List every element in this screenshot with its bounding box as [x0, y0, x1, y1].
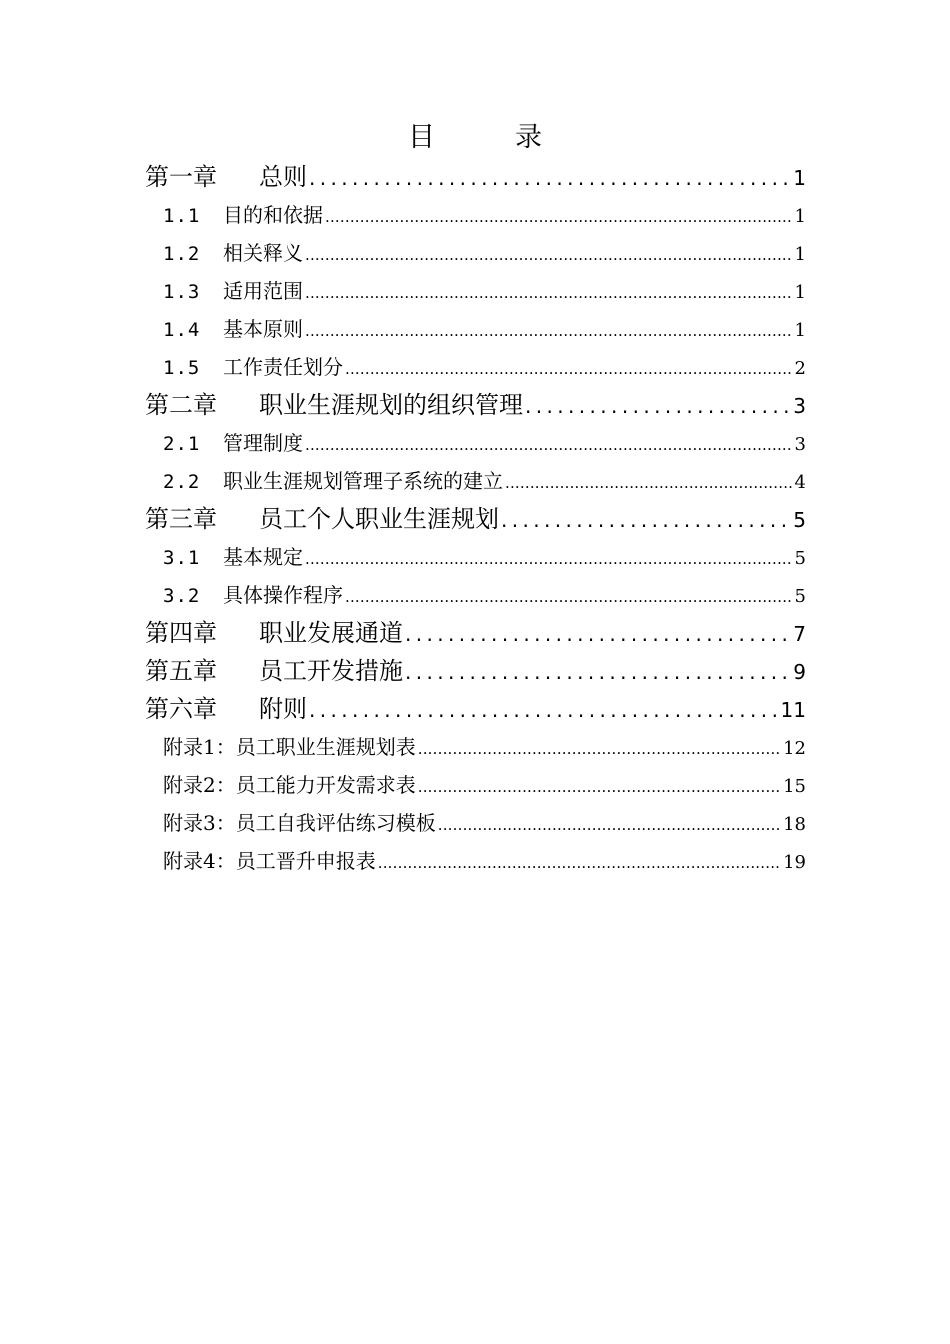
- toc-dot-leader: [418, 768, 781, 806]
- toc-entry-text: 适用范围: [223, 279, 303, 303]
- toc-entry-text: 附则: [259, 695, 307, 723]
- toc-entry-label: [163, 766, 416, 804]
- toc-entry-text: 员工开发措施: [259, 657, 403, 685]
- toc-title: [0, 120, 950, 156]
- toc-chapter-entry[interactable]: [145, 386, 806, 424]
- toc-dot-leader: [309, 691, 779, 729]
- toc-page-number: 4: [794, 472, 806, 493]
- toc-entry-number: 第四章: [145, 619, 217, 647]
- toc-dot-leader: [505, 464, 793, 502]
- toc-title-part2: 录: [515, 122, 542, 153]
- toc-page-number: 9: [793, 660, 806, 684]
- toc-entry-text: 相关释义: [223, 241, 303, 265]
- toc-entry-text: 总则: [259, 163, 307, 191]
- toc-appendix-entry[interactable]: [145, 766, 806, 804]
- toc-section-entry[interactable]: [145, 272, 806, 310]
- toc-chapter-entry[interactable]: [145, 652, 806, 690]
- toc-entry-number: 第五章: [145, 657, 217, 685]
- toc-entry-label: [163, 462, 503, 501]
- toc-section-entry[interactable]: [145, 196, 806, 234]
- toc-page-number: 19: [783, 852, 806, 873]
- toc-page-number: 3: [794, 434, 806, 455]
- toc-entry-label: [163, 424, 303, 463]
- toc-section-entry[interactable]: [145, 576, 806, 614]
- toc-section-entry[interactable]: [145, 462, 806, 500]
- toc-entry-number: 1.3: [163, 281, 201, 303]
- toc-entry-label: [145, 386, 523, 424]
- toc-dot-leader: [305, 236, 793, 274]
- toc-entry-number: 3.2: [163, 585, 201, 607]
- toc-section-entry[interactable]: [145, 310, 806, 348]
- toc-entry-number: 3.1: [163, 547, 201, 569]
- toc-entry-label: [163, 234, 303, 273]
- toc-entry-number: 1.1: [163, 205, 201, 227]
- toc-page-number: 1: [794, 206, 806, 227]
- toc-page-number: 11: [780, 698, 806, 722]
- toc-entry-text: 职业发展通道: [259, 619, 403, 647]
- toc-page-number: 3: [793, 394, 806, 418]
- toc-dot-leader: [345, 350, 793, 388]
- toc-entry-number: 第三章: [145, 505, 217, 533]
- toc-entry-number: 1.2: [163, 243, 201, 265]
- toc-page-number: 1: [794, 282, 806, 303]
- toc-appendix-entry[interactable]: [145, 842, 806, 880]
- toc-dot-leader: [305, 426, 793, 464]
- toc-dot-leader: [501, 501, 791, 539]
- toc-page-number: 5: [794, 586, 806, 607]
- toc-dot-leader: [305, 540, 793, 578]
- toc-chapter-entry[interactable]: [145, 614, 806, 652]
- toc-entry-text: 目的和依据: [223, 203, 323, 227]
- toc-chapter-entry[interactable]: [145, 500, 806, 538]
- toc-dot-leader: [525, 387, 791, 425]
- toc-dot-leader: [325, 198, 793, 236]
- toc-page-number: 5: [793, 508, 806, 532]
- toc-page-number: 18: [783, 814, 806, 835]
- toc-dot-leader: [305, 312, 793, 350]
- toc-entry-number: 第二章: [145, 391, 217, 419]
- toc-dot-leader: [405, 653, 791, 691]
- toc-page-number: 15: [783, 776, 806, 797]
- toc-entry-label: [145, 652, 403, 690]
- toc-page-number: 1: [794, 320, 806, 341]
- toc-entry-label: [163, 196, 323, 235]
- toc-entry-text: 基本规定: [223, 545, 303, 569]
- toc-dot-leader: [345, 578, 793, 616]
- toc-entry-number: 第一章: [145, 163, 217, 191]
- toc-entry-label: [145, 500, 499, 538]
- toc-dot-leader: [418, 730, 781, 768]
- toc-section-entry[interactable]: [145, 234, 806, 272]
- table-of-contents: [145, 158, 806, 880]
- toc-entry-label: [145, 158, 307, 196]
- toc-page-number: 1: [793, 166, 806, 190]
- toc-entry-text: 附录1：员工职业生涯规划表: [163, 735, 416, 759]
- toc-title-part1: 目: [408, 122, 435, 153]
- toc-entry-label: [163, 538, 303, 577]
- toc-appendix-entry[interactable]: [145, 728, 806, 766]
- toc-page-number: 2: [794, 358, 806, 379]
- toc-page-number: 1: [794, 244, 806, 265]
- toc-dot-leader: [378, 844, 781, 882]
- toc-entry-label: [163, 348, 343, 387]
- toc-dot-leader: [309, 159, 791, 197]
- toc-dot-leader: [305, 274, 793, 312]
- toc-entry-text: 员工个人职业生涯规划: [259, 505, 499, 533]
- toc-entry-text: 附录4：员工晋升申报表: [163, 849, 376, 873]
- toc-entry-text: 职业生涯规划的组织管理: [259, 391, 523, 419]
- toc-entry-label: [145, 690, 307, 728]
- toc-entry-label: [163, 576, 343, 615]
- toc-entry-label: [163, 310, 303, 349]
- toc-entry-number: 1.4: [163, 319, 201, 341]
- toc-entry-label: [163, 272, 303, 311]
- toc-page-number: 7: [793, 622, 806, 646]
- toc-entry-text: 附录3：员工自我评估练习模板: [163, 811, 436, 835]
- toc-page-number: 12: [783, 738, 806, 759]
- toc-section-entry[interactable]: [145, 348, 806, 386]
- toc-entry-label: [145, 614, 403, 652]
- toc-entry-text: 管理制度: [223, 431, 303, 455]
- toc-entry-text: 工作责任划分: [223, 355, 343, 379]
- toc-section-entry[interactable]: [145, 538, 806, 576]
- toc-chapter-entry[interactable]: [145, 690, 806, 728]
- toc-dot-leader: [405, 615, 791, 653]
- toc-entry-number: 第六章: [145, 695, 217, 723]
- toc-entry-text: 附录2：员工能力开发需求表: [163, 773, 416, 797]
- toc-entry-number: 2.1: [163, 433, 201, 455]
- toc-entry-text: 职业生涯规划管理子系统的建立: [223, 469, 503, 493]
- toc-entry-label: [163, 842, 376, 880]
- toc-page-number: 5: [794, 548, 806, 569]
- toc-section-entry[interactable]: [145, 424, 806, 462]
- toc-entry-text: 具体操作程序: [223, 583, 343, 607]
- toc-dot-leader: [438, 806, 781, 844]
- toc-entry-number: 2.2: [163, 471, 201, 493]
- toc-appendix-entry[interactable]: [145, 804, 806, 842]
- toc-entry-label: [163, 728, 416, 766]
- toc-entry-label: [163, 804, 436, 842]
- toc-entry-text: 基本原则: [223, 317, 303, 341]
- toc-entry-number: 1.5: [163, 357, 201, 379]
- toc-chapter-entry[interactable]: [145, 158, 806, 196]
